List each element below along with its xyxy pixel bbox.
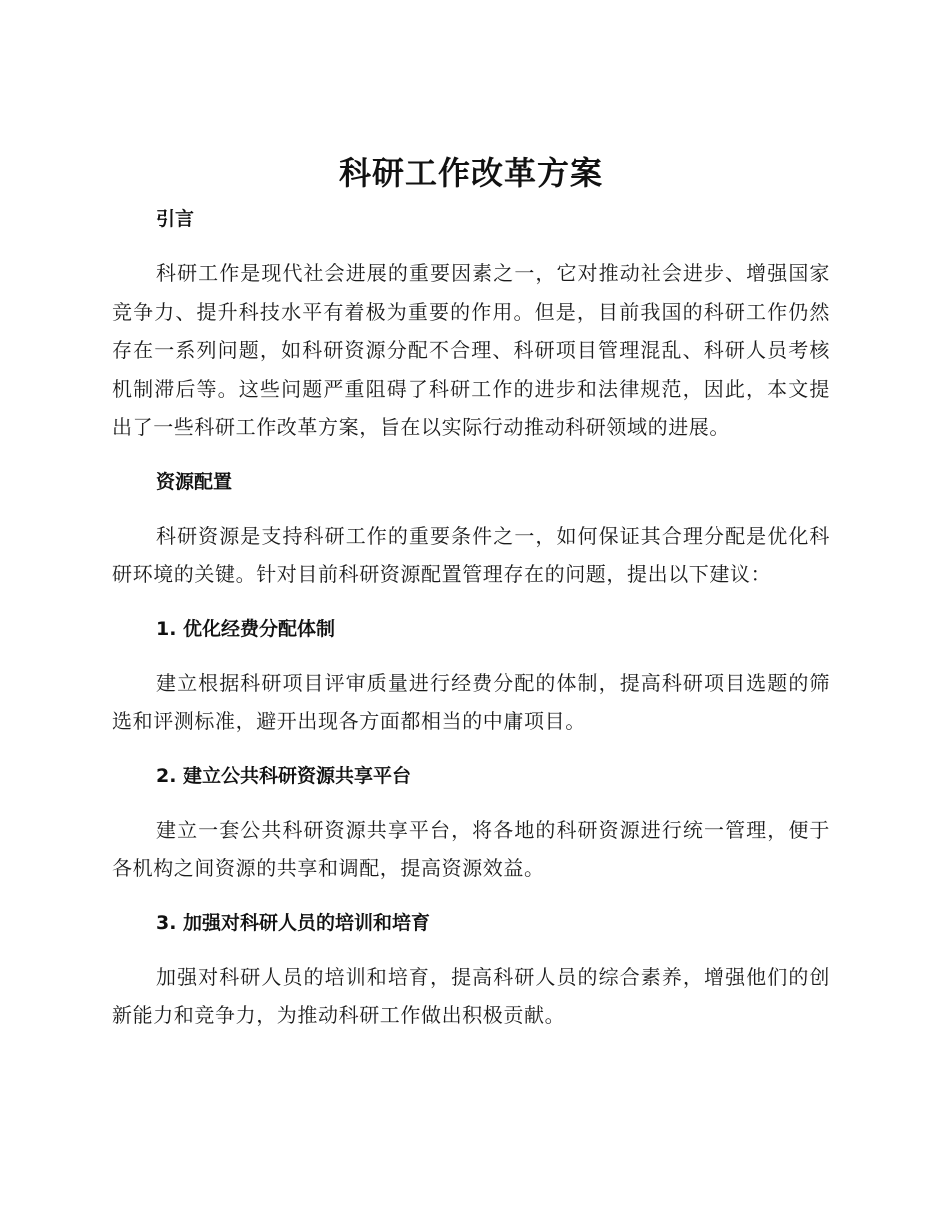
spacer: [112, 888, 830, 906]
document-page: [112, 148, 830, 1035]
section-heading-item3: 3. 加强对科研人员的培训和培育: [156, 911, 431, 934]
spacer: [112, 447, 830, 465]
spacer: [112, 236, 830, 254]
spacer: [112, 793, 830, 811]
spacer: [112, 499, 830, 517]
section-paragraph-item1: 建立根据科研项目评审质量进行经费分配的体制，提高科研项目选题的筛选和评测标准，避开出现各方面都相当的中庸项目。: [112, 670, 830, 733]
section-paragraph-resources: 科研资源是支持科研工作的重要条件之一，如何保证其合理分配是优化科研环境的关键。针对目前科研资源配置管理存在的问题，提出以下建议：: [112, 523, 830, 586]
section-paragraph-item2: 建立一套公共科研资源共享平台，将各地的科研资源进行统一管理，便于各机构之间资源的共享和调配，提高资源效益。: [112, 817, 830, 880]
spacer: [112, 594, 830, 612]
section-paragraph-intro: 科研工作是现代社会进展的重要因素之一，它对推动社会进步、增强国家竞争力、提升科技水平有着极为重要的作用。但是，目前我国的科研工作仍然存在一系列问题，如科研资源分配不合理、科研项目管理混乱、科研人员考核机制滞后等。这些问题严重阻碍了科研工作的进步和法律规范，因此，本文提出了一些科研工作改革方案，旨在以实际行动推动科研领域的进展。: [112, 261, 830, 439]
spacer: [112, 741, 830, 759]
spacer: [112, 940, 830, 958]
section-heading-item2: 2. 建立公共科研资源共享平台: [156, 764, 412, 787]
section-heading-resources: 资源配置: [156, 470, 233, 493]
document-title: 科研工作改革方案: [338, 154, 603, 192]
section-heading-intro: 引言: [156, 208, 195, 230]
spacer: [112, 646, 830, 664]
section-heading-item1: 1. 优化经费分配体制: [156, 617, 336, 640]
section-paragraph-item3: 加强对科研人员的培训和培育，提高科研人员的综合素养，增强他们的创新能力和竞争力，为推动科研工作做出积极贡献。: [112, 964, 830, 1027]
